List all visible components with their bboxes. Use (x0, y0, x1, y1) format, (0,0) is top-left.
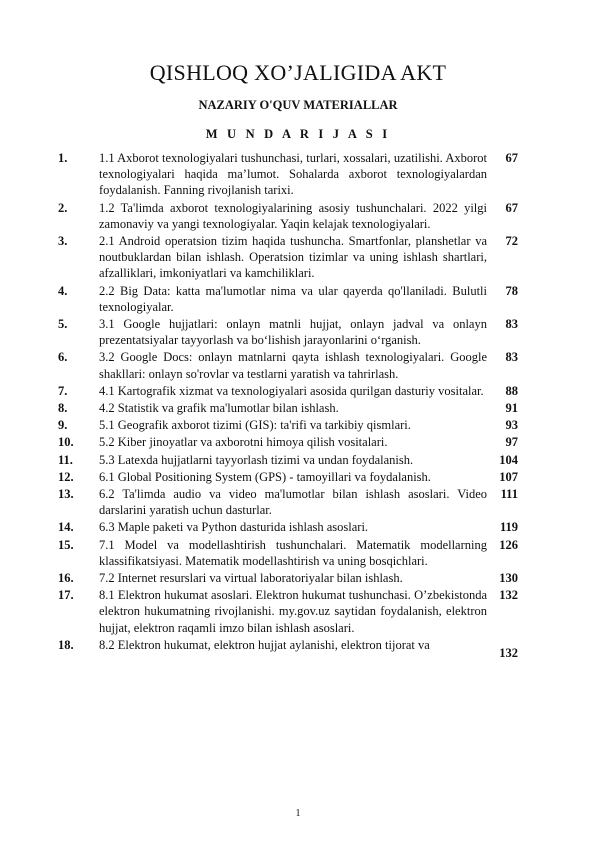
toc-entry-title: 5.3 Latexda hujjatlarni tayyorlash tizimi va undan foydalanish. (99, 452, 414, 467)
toc-entry-page: 67 (505, 151, 518, 165)
toc-entry (58, 316, 528, 348)
toc-entry-number: 6. (58, 350, 68, 365)
toc-entry-title: 4.2 Statistik va grafik ma'lumotlar bilan ishlash. (99, 401, 339, 416)
toc-entry-page: 93 (505, 418, 518, 433)
toc-entry (58, 200, 528, 232)
toc-entry-title: 4.1 Kartografik xizmat va texnologiyalari asosida qurilgan dasturiy vositalar. (99, 383, 484, 398)
toc-entry (58, 233, 528, 282)
toc-entry-number: 8. (58, 401, 68, 416)
toc-entry-title: 1.1 Axborot texnologiyalari tushunchasi, turlari, xossalari, uzatilishi. Axborot texnologiyalari haqida ma’lumot. Sohalarda axborot texnologiyalardan foydalanish. Fanning rivojlanish tarixi. (99, 151, 487, 198)
toc-entry-page: 78 (505, 283, 518, 298)
toc-entry-number: 11. (58, 452, 73, 467)
toc-entry-number: 3. (58, 234, 68, 249)
toc-entry-number: 4. (58, 283, 68, 298)
toc-entry-page: 111 (500, 487, 518, 502)
document-title: QISHLOQ XO’JALIGIDA AKT (149, 60, 447, 85)
toc-entry-title: 1.2 Ta'limda axborot texnologiyalarining asosiy tushunchalari. 2022 yilgi zamonaviy va yangi texnologiyalar. Yaqin kelajak texnologiyalari. (99, 200, 487, 231)
toc-entry-title: 8.1 Elektron hukumat asoslari. Elektron hukumat tushunchasi. O’zbekistonda elektron hukumatning rivojlanishi. my.gov.uz saytidan foydalanish, elektron hujjat, elektron raqamli imzo bilan ishlash asoslari. (99, 588, 487, 635)
toc-entry-number: 17. (58, 588, 74, 603)
toc-entry (58, 434, 528, 450)
toc-entry-number: 9. (58, 418, 68, 433)
toc-entry-title: 8.2 Elektron hukumat, elektron hujjat aylanishi, elektron tijorat va (99, 637, 430, 652)
toc-entry (58, 587, 528, 636)
toc-entry-title: 2.2 Big Data: katta ma'lumotlar nima va ular qayerda qo'llaniladi. Bulutli texnologiyalar. (99, 283, 487, 314)
toc-entry (58, 417, 528, 433)
toc-entry-page: 119 (499, 520, 518, 535)
toc-entry-title: 3.2 Google Docs: onlayn matnlarni qayta ishlash texnologiyalari. Google shakllari: onlayn so'rovlar va testlarni yaratish va tahrirlash. (99, 350, 487, 381)
toc-entry (58, 469, 528, 485)
toc-entry (58, 383, 528, 399)
toc-entry (58, 452, 528, 468)
toc-entry-number: 2. (58, 200, 68, 215)
toc-entry-number: 16. (58, 571, 74, 586)
toc-entry (58, 283, 528, 315)
toc-entry-title: 7.2 Internet resurslari va virtual laboratoriyalar bilan ishlash. (99, 571, 403, 586)
toc-entry-number: 18. (58, 637, 74, 652)
toc-entry-page: 67 (505, 200, 518, 215)
toc-entry-page: 83 (505, 350, 518, 365)
toc-entry-page: 83 (505, 317, 518, 332)
toc-entry-title: 2.1 Android operatsion tizim haqida tushuncha. Smartfonlar, planshetlar va noutbuklardan bilan ishlash. Operatsion tizimlar va uning ishlash shartlari, afzalliklari, imkoniyatlari va kamchiliklari. (99, 234, 487, 281)
toc-entry-number: 1. (58, 151, 68, 165)
toc-entry-title: 3.1 Google hujjatlari: onlayn matnli hujjat, onlayn jadval va onlayn prezentatsiyalar tayyorlash va bo‘lishish jarayonlarini o‘rganish. (99, 317, 487, 348)
toc-entry-number: 12. (58, 469, 74, 484)
toc-entry (58, 519, 528, 535)
toc-entry-page: 132 (499, 645, 518, 660)
table-of-contents (58, 150, 528, 662)
toc-entry-page: 72 (505, 234, 518, 249)
toc-entry-page: 104 (499, 452, 518, 467)
toc-entry (58, 349, 528, 381)
toc-entry-title: 5.1 Geografik axborot tizimi (GIS): ta'rifi va tarkibiy qismlari. (99, 418, 411, 433)
toc-entry (58, 570, 528, 586)
toc-entry-number: 7. (58, 383, 68, 398)
toc-entry (58, 486, 528, 518)
toc-entry-page: 126 (499, 537, 518, 552)
toc-entry-number: 13. (58, 487, 74, 502)
contents-heading: M U N D A R I J A S I (205, 127, 391, 141)
toc-entry (58, 150, 528, 199)
toc-entry-title: 7.1 Model va modellashtirish tushunchalari. Matematik modellarning klassifikatsiyasi. Matematik modellashtirish va uning bosqichlari. (99, 537, 487, 568)
page-number: 1 (295, 808, 301, 819)
toc-entry (58, 400, 528, 416)
toc-entry (58, 537, 528, 569)
toc-entry-page: 88 (505, 383, 518, 398)
toc-entry-page: 97 (505, 435, 518, 450)
toc-entry-number: 5. (58, 317, 68, 332)
toc-entry (58, 637, 528, 661)
toc-entry-page: 91 (505, 401, 518, 416)
toc-entry-page: 130 (499, 571, 518, 586)
document-subtitle: NAZARIY O'QUV MATERIALLAR (198, 98, 398, 112)
toc-entry-title: 6.2 Ta'limda audio va video ma'lumotlar bilan ishlash asoslari. Video darslarini yaratish uchun dasturlar. (99, 487, 487, 518)
toc-entry-title: 6.1 Global Positioning System (GPS) - tamoyillari va foydalanish. (99, 469, 431, 484)
toc-entry-title: 5.2 Kiber jinoyatlar va axborotni himoya qilish vositalari. (99, 435, 388, 450)
toc-entry-number: 15. (58, 537, 74, 552)
toc-entry-number: 10. (58, 435, 74, 450)
toc-entry-page: 107 (499, 469, 518, 484)
toc-entry-number: 14. (58, 520, 74, 535)
toc-entry-page: 132 (499, 588, 518, 603)
toc-entry-title: 6.3 Maple paketi va Python dasturida ishlash asoslari. (99, 520, 369, 535)
